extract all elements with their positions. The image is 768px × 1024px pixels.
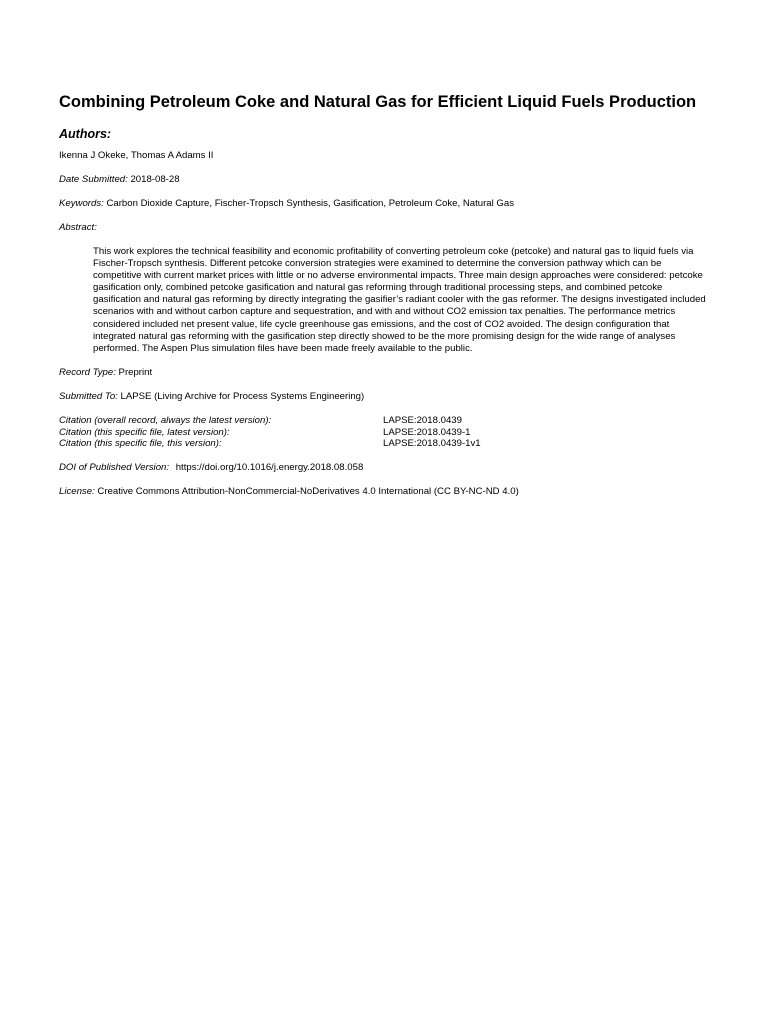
citation-row bbox=[59, 415, 719, 427]
keywords-label: Keywords: bbox=[59, 198, 104, 209]
doi-row bbox=[59, 462, 719, 474]
keywords-value: Carbon Dioxide Capture, Fischer-Tropsch Synthesis, Gasification, Petroleum Coke, Natural Gas bbox=[106, 198, 515, 209]
authors-heading: Authors: bbox=[59, 127, 112, 141]
record-type-label: Record Type: bbox=[59, 366, 116, 378]
record-type-value: Preprint bbox=[118, 366, 153, 378]
date-submitted-label: Date Submitted: bbox=[59, 174, 128, 185]
citation-label: Citation (overall record, always the latest version): bbox=[59, 414, 272, 426]
citation-row bbox=[59, 438, 719, 450]
record-type-row bbox=[59, 367, 719, 379]
citations-block bbox=[59, 415, 719, 450]
abstract-label: Abstract: bbox=[59, 222, 97, 233]
citation-label: Citation (this specific file, this version): bbox=[59, 438, 222, 450]
document-page bbox=[59, 92, 719, 498]
authors-list: Ikenna J Okeke, Thomas A Adams II bbox=[59, 150, 214, 161]
citation-row bbox=[59, 427, 719, 439]
keywords-row bbox=[59, 198, 719, 210]
citation-label: Citation (this specific file, latest version): bbox=[59, 426, 230, 438]
doi-label: DOI of Published Version: bbox=[59, 462, 170, 474]
document-title: Combining Petroleum Coke and Natural Gas for Efficient Liquid Fuels Production bbox=[59, 93, 697, 111]
doi-link[interactable]: https://doi.org/10.1016/j.energy.2018.08.058 bbox=[175, 462, 364, 474]
license-label: License: bbox=[59, 486, 95, 498]
citation-value: LAPSE:2018.0439 bbox=[383, 414, 462, 426]
submitted-to-value: LAPSE (Living Archive for Process Systems Engineering) bbox=[120, 390, 365, 402]
submitted-to-label: Submitted To: bbox=[59, 390, 118, 402]
citation-value: LAPSE:2018.0439-1 bbox=[383, 426, 471, 438]
license-row bbox=[59, 486, 719, 498]
submitted-to-row bbox=[59, 391, 719, 403]
date-submitted-row bbox=[59, 174, 719, 186]
license-value: Creative Commons Attribution-NonCommercial-NoDerivatives 4.0 International (CC BY-NC-ND 4.0) bbox=[97, 486, 519, 498]
abstract-text: This work explores the technical feasibility and economic profitability of converting petroleum coke (petcoke) and natural gas to liquid fuels via Fischer-Tropsch synthesis. Different petcoke conversion strategies were examined to determine the conversion pathway which can be competitive with current market prices with little or no adverse environmental impacts. Three main design approaches were considered: petcoke gasification only, combined petcoke gasification and natural gas reforming through traditional processing steps, and combined petcoke gasification and natural gas reforming by directly integrating the gasifier’s radiant cooler with the gas reformer. The designs investigated included scenarios with and without carbon capture and sequestration, and with and without CO2 emission tax penalties. The performance metrics considered included net present value, life cycle greenhouse gas emissions, and the cost of CO2 avoided. The design configuration that integrated natural gas reforming with the gasification step directly showed to be the more promising design for the wide range of analyses performed. The Aspen Plus simulation files have been made freely available to the public. bbox=[93, 246, 706, 354]
citation-value: LAPSE:2018.0439-1v1 bbox=[383, 438, 481, 450]
date-submitted-value: 2018-08-28 bbox=[130, 174, 180, 185]
